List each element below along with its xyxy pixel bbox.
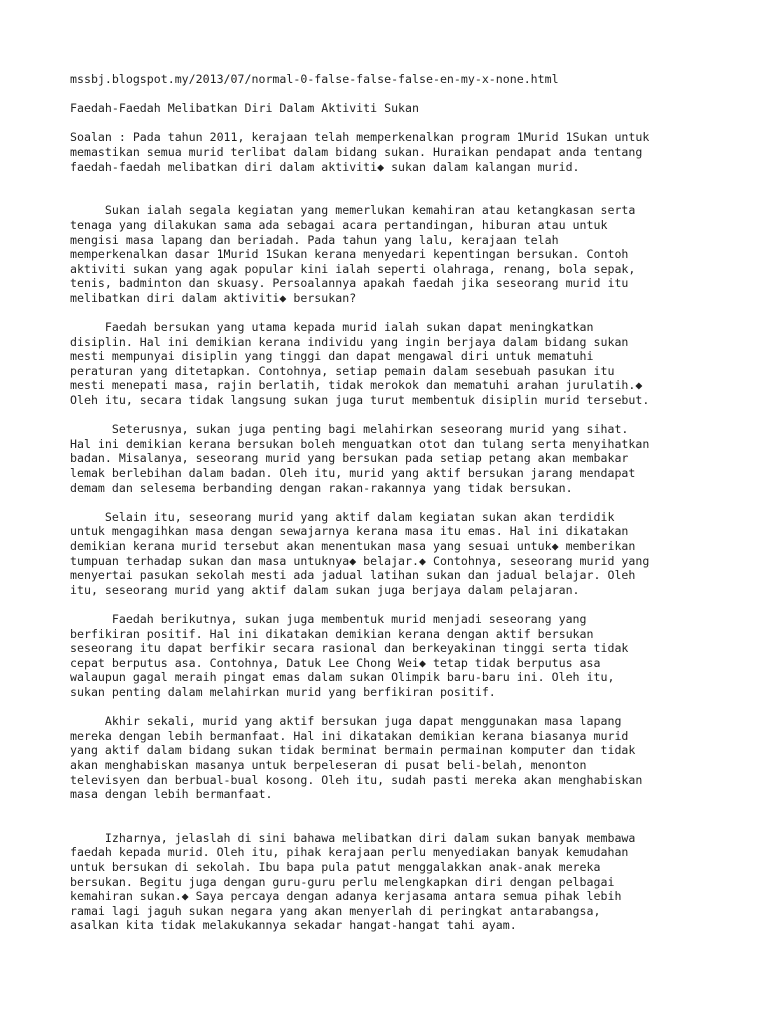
source-url: mssbj.blogspot.my/2013/07/normal-0-false-false-false-en-my-x-none.html (70, 72, 559, 86)
paragraph-line: Seterusnya, sukan juga penting bagi melahirkan seseorang murid yang sihat. (70, 422, 629, 437)
paragraph-line: peraturan yang ditetapkan. Contohnya, setiap pemain dalam sesebuah pasukan itu (70, 363, 615, 378)
paragraph-line: tumpuan terhadap sukan dan masa untuknya◆ belajar.◆ Contohnya, seseorang murid yang (70, 553, 650, 568)
paragraph-time-management (70, 510, 710, 598)
spacer (70, 174, 710, 203)
spacer (70, 495, 710, 510)
paragraph-line: mesti menepati masa, rajin berlatih, tidak merokok dan mematuhi arahan jurulatih.◆ (70, 378, 643, 393)
document-title: Faedah-Faedah Melibatkan Diri Dalam Aktiviti Sukan (70, 101, 420, 116)
paragraph-line: ramai lagi jaguh sukan negara yang akan menyerlah di peringkat antarabangsa, (70, 903, 601, 918)
paragraph-line: asalkan kita tidak melakukannya sekadar hangat-hangat tahi ayam. (70, 918, 517, 933)
paragraph-conclusion (70, 831, 710, 933)
paragraph-line: menyertai pasukan sekolah mesti ada jadual latihan sukan dan jadual belajar. Oleh (70, 568, 636, 583)
paragraph-line: Akhir sekali, murid yang aktif bersukan juga dapat menggunakan masa lapang (70, 714, 622, 729)
paragraph-line: televisyen dan berbual-bual kosong. Oleh itu, sudah pasti mereka akan menghabiskan (70, 772, 643, 787)
paragraph-line: Izharnya, jelaslah di sini bahawa melibatkan diri dalam sukan banyak membawa (70, 830, 636, 845)
question-line: faedah-faedah melibatkan diri dalam aktiviti◆ sukan dalam kalangan murid. (70, 159, 580, 174)
paragraph-line: memperkenalkan dasar 1Murid 1Sukan kerana menyedari kepentingan bersukan. Contoh (70, 247, 629, 262)
paragraph-line: Hal ini demikian kerana bersukan boleh menguatkan otot dan tulang serta menyihatkan (70, 436, 650, 451)
paragraph-line: faedah kepada murid. Oleh itu, pihak kerajaan perlu menyediakan banyak kemudahan (70, 845, 629, 860)
document-page (70, 72, 710, 933)
paragraph-line: Faedah berikutnya, sukan juga membentuk murid menjadi seseorang yang (70, 611, 587, 626)
paragraph-discipline (70, 320, 710, 408)
question-block (70, 130, 710, 174)
paragraph-line: mereka dengan lebih bermanfaat. Hal ini dikatakan demikian kerana biasanya murid (70, 728, 629, 743)
paragraph-line: demikian kerana murid tersebut akan menentukan masa yang sesuai untuk◆ memberikan (70, 539, 636, 553)
spacer (70, 306, 710, 321)
paragraph-line: untuk bersukan di sekolah. Ibu bapa pula patut menggalakkan anak-anak mereka (70, 860, 601, 875)
spacer (70, 597, 710, 612)
paragraph-introduction (70, 203, 710, 305)
paragraph-line: walaupun gagal meraih pingat emas dalam sukan Olimpik baru-baru ini. Oleh itu, (70, 670, 615, 685)
paragraph-line: aktiviti sukan yang agak popular kini ialah seperti olahraga, renang, bola sepak, (70, 261, 636, 276)
paragraph-line: itu, seseorang murid yang aktif dalam sukan juga berjaya dalam pelajaran. (70, 582, 580, 597)
paragraph-line: Oleh itu, secara tidak langsung sukan juga turut membentuk disiplin murid tersebut. (70, 393, 650, 408)
question-line: Soalan : Pada tahun 2011, kerajaan telah memperkenalkan program 1Murid 1Sukan untuk (70, 130, 650, 145)
spacer (70, 116, 710, 131)
question-line: memastikan semua murid terlibat dalam bidang sukan. Huraikan pendapat anda tentang (70, 144, 643, 159)
paragraph-line: badan. Misalanya, seseorang murid yang bersukan pada setiap petang akan membakar (70, 451, 629, 466)
paragraph-line: tenaga yang dilakukan sama ada sebagai acara pertandingan, hiburan atau untuk (70, 217, 608, 232)
paragraph-line: demam dan selesema berbanding dengan rakan-rakannya yang tidak bersukan. (70, 480, 573, 495)
paragraph-health (70, 422, 710, 495)
spacer (70, 87, 710, 102)
spacer (70, 408, 710, 423)
paragraph-line: lemak berlebihan dalam badan. Oleh itu, murid yang aktif bersukan jarang mendapat (70, 466, 636, 481)
paragraph-leisure (70, 714, 710, 802)
paragraph-line: mesti mempunyai disiplin yang tinggi dan dapat mengawal diri untuk mematuhi (70, 349, 594, 364)
paragraph-line: akan menghabiskan masanya untuk berpeleseran di pusat beli-belah, menonton (70, 757, 587, 772)
paragraph-line: masa dengan lebih bermanfaat. (70, 787, 273, 802)
paragraph-line: cepat berputus asa. Contohnya, Datuk Lee Chong Wei◆ tetap tidak berputus asa (70, 655, 601, 670)
paragraph-line: disiplin. Hal ini demikian kerana individu yang ingin berjaya dalam bidang sukan (70, 334, 629, 349)
spacer (70, 802, 710, 831)
paragraph-line: melibatkan diri dalam aktiviti◆ bersukan? (70, 290, 357, 305)
spacer (70, 700, 710, 715)
paragraph-line: seseorang itu dapat berfikir secara rasional dan berkeyakinan tinggi serta tidak (70, 641, 629, 656)
paragraph-line: kemahiran sukan.◆ Saya percaya dengan adanya kerjasama antara semua pihak lebih (70, 889, 622, 904)
paragraph-line: berfikiran positif. Hal ini dikatakan demikian kerana dengan aktif bersukan (70, 626, 594, 641)
paragraph-line: sukan penting dalam melahirkan murid yang berfikiran positif. (70, 684, 496, 699)
paragraph-line: bersukan. Begitu juga dengan guru-guru perlu melengkapkan diri dengan pelbagai (70, 874, 615, 889)
paragraph-line: mengisi masa lapang dan beriadah. Pada tahun yang lalu, kerajaan telah (70, 232, 559, 247)
paragraph-positive-thinking (70, 612, 710, 700)
paragraph-line: Selain itu, seseorang murid yang aktif dalam kegiatan sukan akan terdidik (70, 509, 615, 524)
paragraph-line: tenis, badminton dan skuasy. Persoalannya apakah faedah jika seseorang murid itu (70, 276, 629, 291)
paragraph-line: Faedah bersukan yang utama kepada murid ialah sukan dapat meningkatkan (70, 320, 594, 335)
paragraph-line: Sukan ialah segala kegiatan yang memerlukan kemahiran atau ketangkasan serta (70, 203, 636, 218)
paragraph-line: yang aktif dalam bidang sukan tidak berminat bermain permainan komputer dan tidak (70, 743, 636, 758)
paragraph-line: untuk mengagihkan masa dengan sewajarnya kerana masa itu emas. Hal ini dikatakan (70, 524, 629, 539)
